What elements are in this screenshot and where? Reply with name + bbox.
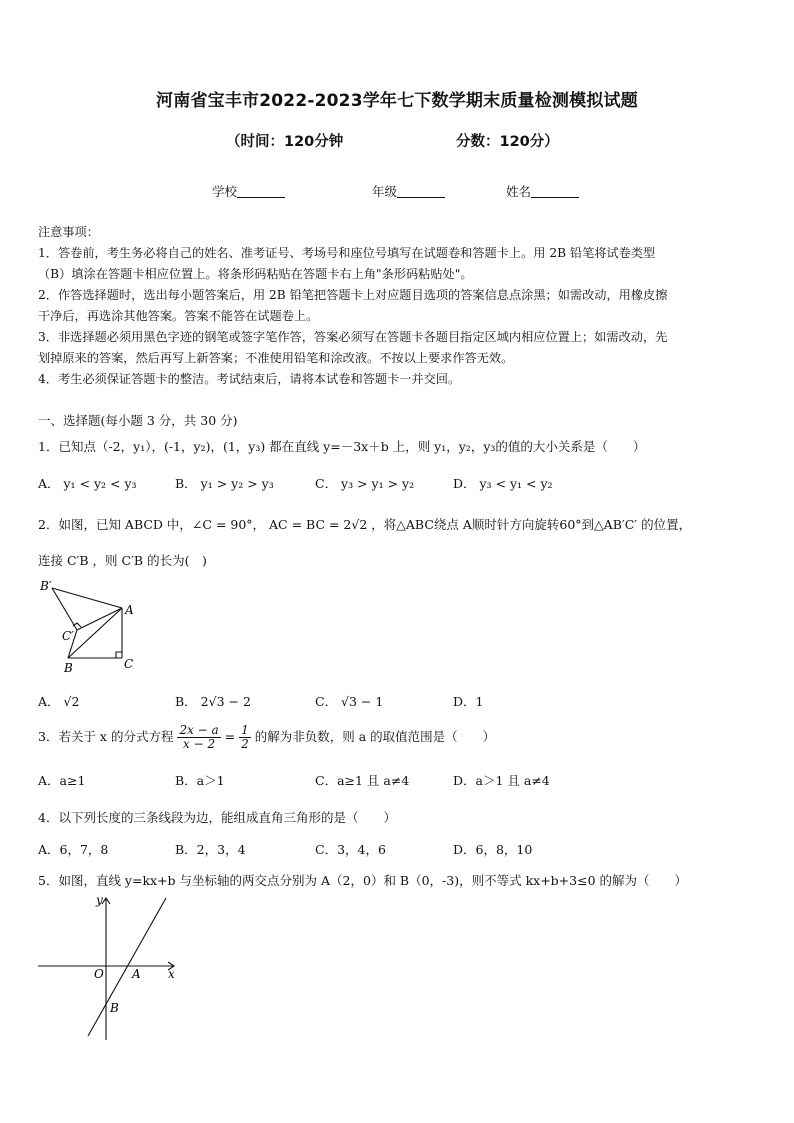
- q3-stem-post: 的解为非负数，则 a 的取值范围是（ ）: [254, 729, 496, 744]
- fig-label-b-prime: B′: [40, 579, 52, 593]
- q1-option-d: D． y₃ < y₁ < y₂: [453, 476, 553, 491]
- q3-equals: =: [224, 729, 236, 744]
- q3-option-a: A．a≥1: [38, 773, 86, 788]
- q1-option-b: B． y₁ > y₂ > y₃: [175, 476, 274, 491]
- name-label: 姓名: [506, 184, 532, 199]
- school-blank: [237, 185, 285, 198]
- question-1-stem: 1．已知点（-2，y₁），(-1，y₂)，(1，y₃) 都在直线 y=－3x＋b 上，则 y₁，y₂，y₃的值的大小关系是（ ）: [38, 439, 646, 454]
- q4-option-a: A．6，7，8: [38, 842, 109, 857]
- q2-option-a: A． √2: [38, 694, 80, 709]
- score-label: 分数：120分）: [456, 134, 559, 150]
- axis-label-y: y: [96, 893, 103, 907]
- notes-heading: 注意事项：: [38, 225, 99, 239]
- q4-option-d: D．6，8，10: [453, 842, 533, 857]
- notes-line: 2．作答选择题时，选出每小题答案后，用 2B 铅笔把答题卡上对应题目选项的答案信息点涂黑；如需改动，用橡皮擦: [38, 288, 668, 302]
- point-b-label: B: [110, 1001, 119, 1015]
- q2-option-b: B． 2√3 − 2: [175, 694, 251, 709]
- name-field: [506, 182, 579, 200]
- q3-fraction-right: [239, 724, 251, 751]
- q1-option-c: C． y₃ > y₁ > y₂: [315, 476, 415, 491]
- fig-label-c: C: [124, 657, 134, 671]
- section-heading: 一、选择题(每小题 3 分，共 30 分): [38, 413, 238, 428]
- notes-line: 划掉原来的答案，然后再写上新答案；不准使用铅笔和涂改液。不按以上要求作答无效。: [38, 351, 514, 365]
- q2-option-c: C． √3 − 1: [315, 694, 384, 709]
- q3-option-b: B．a＞1: [175, 773, 225, 788]
- notes-section: [38, 222, 667, 390]
- school-label: 学校: [212, 184, 238, 199]
- school-field: [212, 182, 285, 200]
- question-2-stem: 2．如图，已知 ABCD 中，∠C = 90°， AC = BC = 2√2 ，将△ABC绕点 A顺时针方向旋转60°到△AB′C′ 的位置，: [38, 517, 692, 532]
- point-a-label: A: [132, 967, 141, 981]
- q3-option-d: D．a＞1 且 a≠4: [453, 773, 550, 788]
- exam-title: 河南省宝丰市2022-2023学年七下数学期末质量检测模拟试题: [156, 91, 638, 111]
- q4-option-c: C．3，4，6: [315, 842, 386, 857]
- q2-option-d: D．1: [453, 694, 484, 709]
- name-blank: [531, 185, 579, 198]
- origin-label: O: [94, 967, 104, 981]
- q3-stem-pre: 3．若关于 x 的分式方程: [38, 729, 174, 744]
- grade-label: 年级: [372, 184, 398, 199]
- question-5-stem: 5．如图，直线 y=kx+b 与坐标轴的两交点分别为 A（2，0）和 B（0，-3)，则不等式 kx+b+3≤0 的解为（ ）: [38, 873, 688, 888]
- fig-label-a: A: [125, 603, 134, 617]
- notes-line: 1．答卷前，考生务必将自己的姓名、准考证号、考场号和座位号填写在试题卷和答题卡上。用 2B 铅笔将试卷类型: [38, 246, 656, 260]
- q4-option-b: B．2，3，4: [175, 842, 246, 857]
- q1-option-a: A． y₁ < y₂ < y₃: [38, 476, 137, 491]
- axis-label-x: x: [168, 967, 175, 981]
- notes-line: 4．考生必须保证答题卡的整洁。考试结束后，请将本试卷和答题卡一并交回。: [38, 372, 461, 386]
- q3-frac1-numerator: 2x − a: [179, 723, 219, 737]
- question-3-stem: [38, 724, 495, 751]
- q3-frac1-denominator: x − 2: [183, 737, 216, 751]
- fig-label-b: B: [64, 661, 73, 675]
- notes-line: （B）填涂在答题卡相应位置上。将条形码粘贴在答题卡右上角"条形码粘贴处"。: [38, 267, 473, 281]
- q5-figure: [34, 890, 184, 1045]
- grade-blank: [397, 185, 445, 198]
- notes-line: 干净后，再选涂其他答案。答案不能答在试题卷上。: [38, 309, 319, 323]
- q3-option-c: C．a≥1 且 a≠4: [315, 773, 410, 788]
- q3-frac2-denominator: 2: [241, 737, 249, 751]
- grade-field: [372, 182, 445, 200]
- question-2-stem-line2: 连接 C′B ，则 C′B 的长为( ): [38, 553, 207, 568]
- question-4-stem: 4．以下列长度的三条线段为边，能组成直角三角形的是（ ）: [38, 810, 396, 825]
- q2-figure: [34, 574, 144, 679]
- notes-line: 3．非选择题必须用黑色字迹的钢笔或签字笔作答，答案必须写在答题卡各题目指定区域内相应位置上；如需改动，先: [38, 330, 668, 344]
- q3-frac2-numerator: 1: [241, 723, 249, 737]
- q3-fraction-left: [177, 724, 220, 751]
- fig-label-c-prime: C′: [62, 629, 74, 643]
- time-label: （时间：120分钟: [226, 134, 344, 150]
